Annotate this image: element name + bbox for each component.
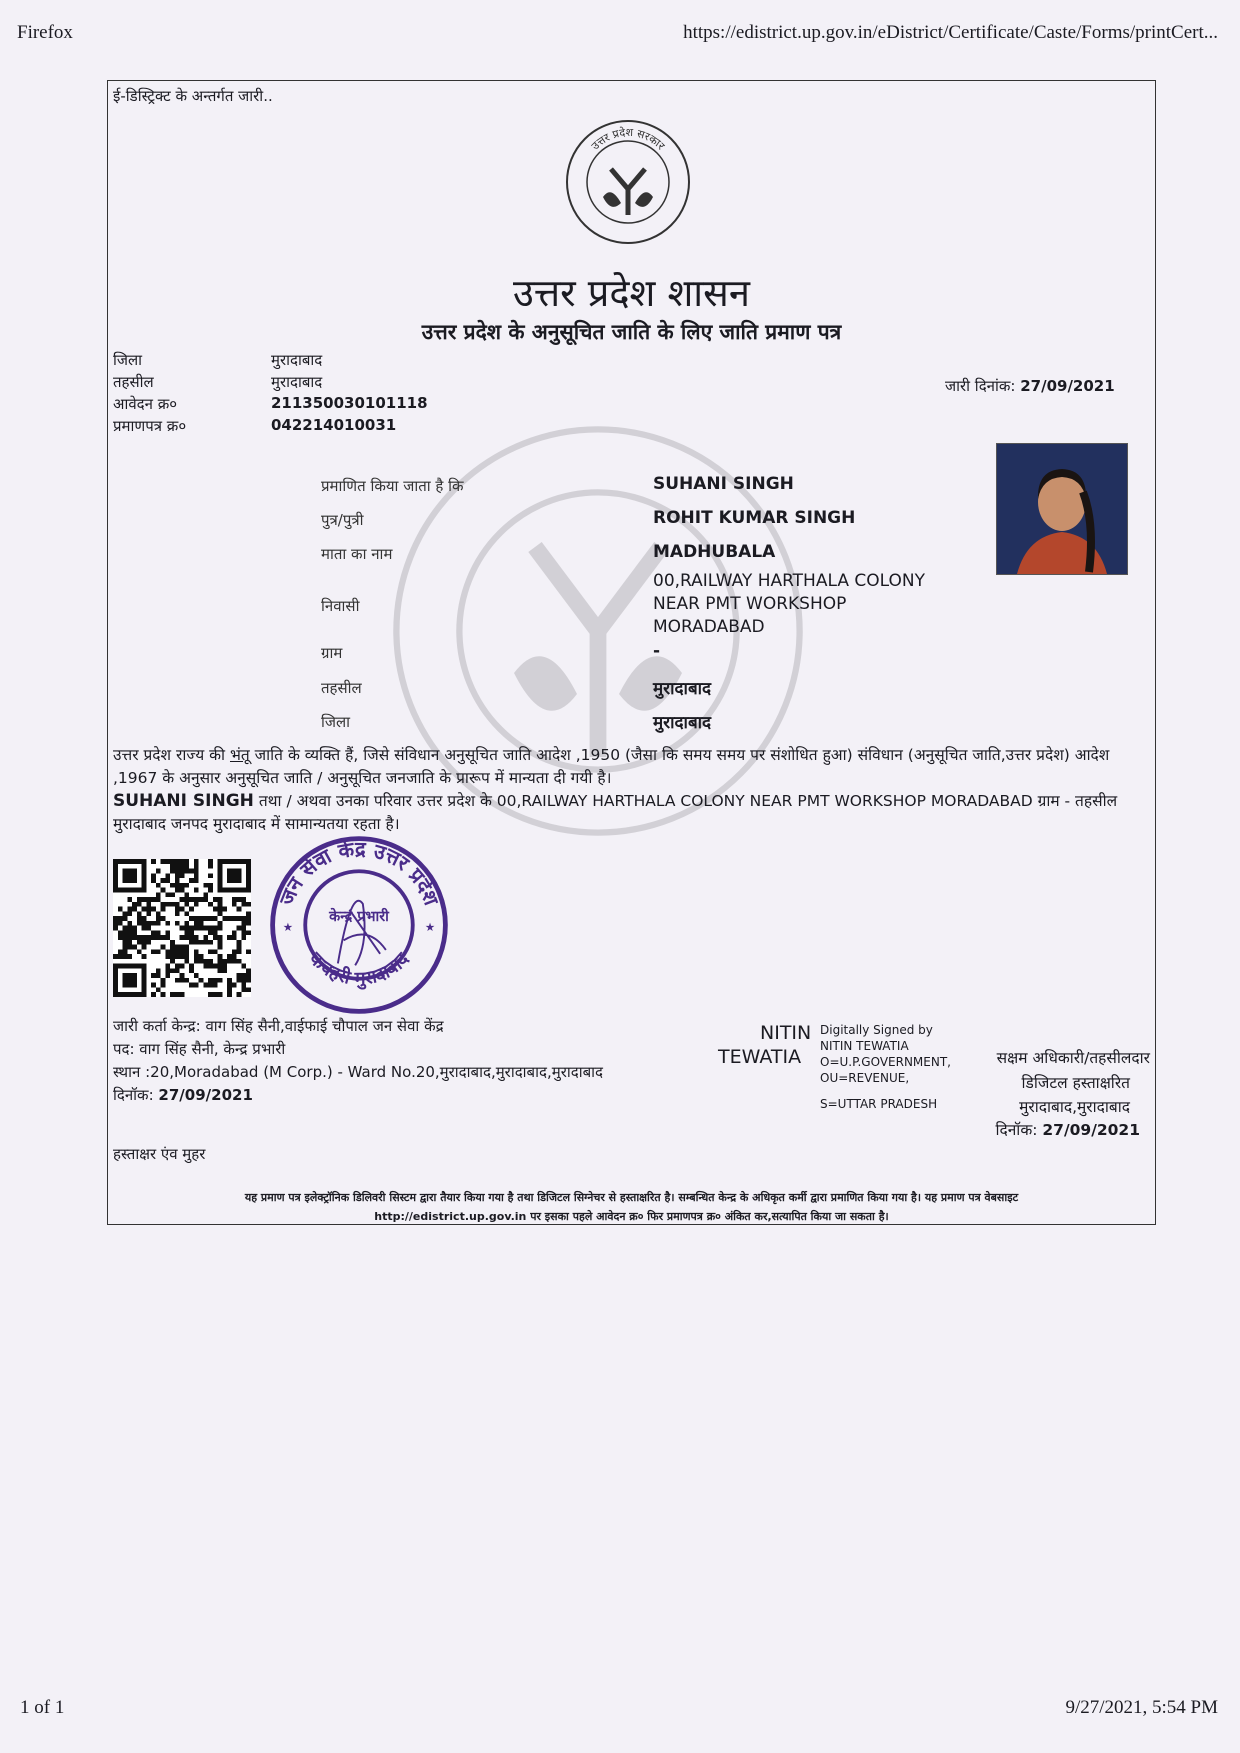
stamp-top-text: जन सेवा केंद्र उत्तर प्रदेश — [274, 836, 444, 909]
signature-line-1: Digitally Signed by — [820, 1023, 933, 1037]
mother-label: माता का नाम — [321, 545, 393, 563]
address-line-1: 00,RAILWAY HARTHALA COLONY — [653, 571, 925, 591]
authority-location: मुरादाबाद,मुरादाबाद — [1019, 1098, 1130, 1116]
footer-line-1: यह प्रमाण पत्र इलेक्ट्रॉनिक डिलिवरी सिस्टम द्वारा तैयार किया गया है तथा डिजिटल सिग्नेचर से हस्ताक्षरित है। सम्बन्धित केन्द्र के अधिकृत कर्मी द्वारा प्रमाणित किया गया है। यह प्रमाण पत्र वेबसाइट — [244, 1191, 1019, 1204]
browser-url: https://edistrict.up.gov.in/eDistrict/Certificate/Caste/Forms/printCert... — [683, 22, 1218, 43]
issued-under-text: ई-डिस्ट्रिक्ट के अन्तर्गत जारी.. — [113, 87, 273, 105]
government-title: उत्तर प्रदेश शासन — [513, 271, 750, 315]
statement-applicant-name: SUHANI SINGH — [113, 791, 254, 811]
competent-authority-title: सक्षम अधिकारी/तहसीलदार — [996, 1049, 1150, 1067]
emblem-text: उत्तर प्रदेश सरकार — [588, 125, 668, 153]
resident-address — [653, 570, 925, 639]
meta-tehsil-value: मुरादाबाद — [271, 373, 323, 391]
statement-paragraph-2: SUHANI SINGH तथा / अथवा उनका परिवार उत्तर प्रदेश के 00,RAILWAY HARTHALA COLONY NEAR PMT WORKSHOP MORADABAD ग्राम - तहसील मुरादाबाद जनपद मुरादाबाद में सामान्यतया रहता है। — [113, 791, 1118, 833]
caste-name: भंतू — [229, 746, 250, 764]
issue-date-label: जारी दिनांक: — [945, 377, 1016, 395]
issuing-centre: जारी कर्ता केन्द्र: वाग सिंह सैनी,वाईफाई चौपाल जन सेवा केंद्र — [113, 1017, 444, 1035]
footer-note — [108, 1188, 1155, 1226]
meta-tehsil-label: तहसील — [113, 373, 154, 391]
signature-seal-label: हस्ताक्षर एंव मुहर — [113, 1145, 206, 1163]
issue-date-value: 27/09/2021 — [1020, 377, 1115, 395]
details-tehsil-value: मुरादाबाद — [653, 679, 712, 699]
authority-date-value: 27/09/2021 — [1042, 1121, 1140, 1139]
mother-name: MADHUBALA — [653, 542, 776, 562]
village-value: - — [653, 641, 661, 661]
verification-qr-code — [113, 859, 251, 997]
footer-line-2: http://edistrict.up.gov.in पर इसका पहले आवेदन क्र० फिर प्रमाणपत्र क्र० अंकित कर,सत्यापित किया जा सकता है। — [374, 1210, 889, 1223]
father-name: ROHIT KUMAR SINGH — [653, 508, 856, 528]
certificate-number-value: 042214010031 — [271, 416, 397, 434]
meta-district-label: जिला — [113, 351, 143, 369]
statement-paragraph-1: उत्तर प्रदेश राज्य की भंतू जाति के व्यक्ति हैं, जिसे संविधान अनुसूचित जाति आदेश ,1950 (जैसा कि समय समय पर संशोधित हुआ) संविधान (अनुसूचित जाति,उत्तर प्रदेश) आदेश ,1967 के अनुसार अनुसूचित जाति / अनुसूचित जनजाति के प्रारूप में मान्यता दी गयी है। — [113, 746, 1110, 787]
address-line-2: NEAR PMT WORKSHOP — [653, 594, 847, 614]
signature-line-3: O=U.P.GOVERNMENT, — [820, 1055, 951, 1069]
meta-district-value: मुरादाबाद — [271, 351, 323, 369]
digitally-signed-label: डिजिटल हस्ताक्षरित — [1021, 1074, 1130, 1092]
issuer-date-label: दिनॉक: — [113, 1086, 154, 1104]
page-count: 1 of 1 — [20, 1697, 65, 1718]
authority-date-label: दिनॉक: — [995, 1121, 1038, 1139]
signer-name-line-1: NITIN — [760, 1022, 812, 1044]
signature-line-5: S=UTTAR PRADESH — [820, 1097, 938, 1111]
details-tehsil-label: तहसील — [321, 679, 362, 697]
resident-label: निवासी — [321, 597, 360, 615]
authority-date — [995, 1118, 1140, 1140]
village-label: ग्राम — [321, 644, 343, 662]
issuer-date-value: 27/09/2021 — [158, 1086, 253, 1104]
applicant-name: SUHANI SINGH — [653, 474, 794, 494]
stamp-center-text: केन्द्र प्रभारी — [329, 909, 389, 926]
issuer-date — [113, 1085, 253, 1105]
details-district-value: मुरादाबाद — [653, 713, 712, 733]
svg-text:★: ★ — [282, 919, 294, 934]
details-district-label: जिला — [321, 713, 351, 731]
svg-text:★: ★ — [424, 919, 436, 934]
centre-stamp — [263, 829, 455, 1021]
certified-label: प्रमाणित किया जाता है कि — [321, 477, 464, 495]
certificate-title: उत्तर प्रदेश के अनुसूचित जाति के लिए जाति प्रमाण पत्र — [421, 319, 842, 344]
issuer-place: स्थान :20,Moradabad (M Corp.) - Ward No.20,मुरादाबाद,मुरादाबाद,मुरादाबाद — [113, 1063, 603, 1081]
application-number-value: 211350030101118 — [271, 394, 428, 412]
certificate-frame — [107, 80, 1156, 1225]
certificate-number-label: प्रमाणपत्र क्र० — [113, 417, 187, 435]
stamp-bottom-text: कचहरी मुरादाबाद — [304, 948, 414, 990]
signature-line-4: OU=REVENUE, — [820, 1071, 910, 1085]
print-timestamp: 9/27/2021, 5:54 PM — [1065, 1697, 1218, 1718]
address-line-3: MORADABAD — [653, 617, 765, 637]
child-of-label: पुत्र/पुत्री — [321, 511, 364, 529]
signer-name-line-2: TEWATIA — [718, 1046, 802, 1068]
signature-line-2: NITIN TEWATIA — [820, 1039, 909, 1053]
issuer-post: पद: वाग सिंह सैनी, केन्द्र प्रभारी — [113, 1040, 286, 1058]
application-number-label: आवेदन क्र० — [113, 395, 178, 413]
applicant-photo — [996, 443, 1128, 575]
issue-date — [945, 376, 1115, 396]
state-emblem — [563, 117, 693, 247]
browser-app-name: Firefox — [17, 22, 73, 43]
